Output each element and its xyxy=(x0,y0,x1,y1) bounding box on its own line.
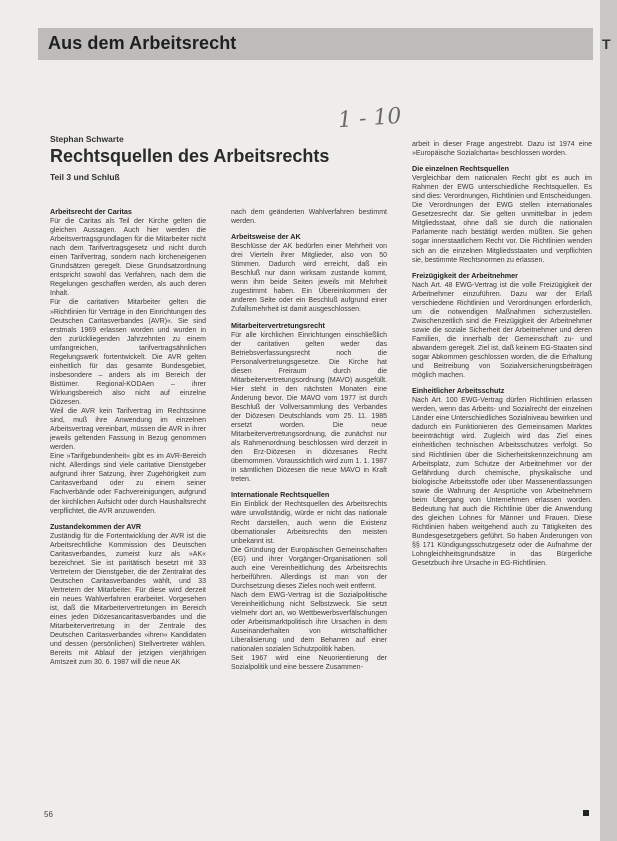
paragraph: Ein Einblick der Rechtsquellen des Arbeitsrechts wäre unvollständig, würde er nicht das nationale Recht darstellen, auch wenn die Existenz übernationaler Arbeitsrechts den meisten unbekannt ist. xyxy=(231,501,387,545)
paragraph: Nach Art. 100 EWG-Vertrag dürfen Richtlinien erlassen werden, wenn das Arbeits- und Sozialrecht der einzelnen Länder eine Unterschiedliches Sozialniveau bewirken und dadurch ein Funktionieren des Gemeinsamen Marktes beeinträchtigt wird. Zugleich wird das Ziel eines einheitlichen technischen Arbeitsschutzes verfolgt. So sind Richtlinien über die Sicherheitskennzeichnung am Arbeitsplatz, zum Schutze der Arbeitnehmer vor der Gefährdung durch chemische, physikalische und biologische Arbeitsstoffe oder über Massenentlassungen sowie die Wahrung der Ansprüche von Arbeitnehmern beim Übergang von Unternehmen erlassen worden. Bedeutung hat auch die Richtlinie über die Anwendung des gleichen Lohnes für Männer und Frauen. Diese Richtlinien haben weitgehend auch zu Tätigkeiten des Bundesgesetzgebers geführt. So haben Änderungen von §§ 171 Kündigungsschutzgesetz oder die Aufnahme der Lohngleichheitsgrundsätze in das Bürgerliche Gesetzbuch ihre Ursache in EG-Richtlinien. xyxy=(412,397,592,568)
section-heading: Arbeitsrecht der Caritas xyxy=(50,207,132,216)
paragraph: nach dem geänderten Wahlverfahren bestimmt werden. xyxy=(231,209,387,226)
section-header-title: Aus dem Arbeitsrecht xyxy=(48,33,237,53)
section-heading: Einheitlicher Arbeitsschutz xyxy=(412,386,505,396)
page-number: 56 xyxy=(44,810,53,819)
paragraph: Vergleichbar dem nationalen Recht gibt es auch im Rahmen der EWG unterschiedliche Rechtsquellen. Es sind dies: Verordnungen, Richtlinien und Entscheidungen. Die Verordnungen der EWG stellen internationales Gesetzesrecht dar. Sie gelten unmittelbar in jedem Mitgliedsstaat, ohne daß sie durch die nationalen Parlamente nach bestätigt werden müßten. Sie gehen sogar innerstaatlichem Recht vor. Die Richtlinien wenden sich an die einzelnen Mitgliedsstaaten und verpflichten sie, bestimmte Rechtsnormen zu erlassen. xyxy=(412,175,592,264)
section-heading: Arbeitsweise der AK xyxy=(231,232,301,242)
next-page-edge-letter: T xyxy=(602,36,611,52)
paragraph: Die Gründung der Europäischen Gemeinschaften (EG) und ihrer Vorgänger-Organisationen soll auch eine Vereinheitlichung des Arbeitsrechts herbeiführen. Allerdings ist man von der Durchsetzung dieses Zieles noch weit entfernt. xyxy=(231,546,387,590)
paragraph: Für die caritativen Mitarbeiter gelten die »Richtlinien für Verträge in den Einrichtungen des Deutschen Caritasverbandes (AVR)«. Sie sind erstmals 1969 erlassen worden und wurden in den zurückliegenden Jahrzehnten zu einem umfangreichen, tarifvertragsähnlichen Regelungswerk fortentwickelt. Die AVR gelten einheitlich für das gesamte Bundesgebiet, insbesondere – anders als im Bereich der Bistümer. Regional-KODAen – ihrer Wirkungsbereich also nicht auf einzelne Diözesen. xyxy=(50,299,206,406)
article-end-mark xyxy=(583,810,589,816)
paragraph: arbeit in dieser Frage angestrebt. Dazu ist 1974 eine »Europäische Sozialcharta« beschlossen worden. xyxy=(412,141,592,158)
paragraph: Beschlüsse der AK bedürfen einer Mehrheit von drei Vierteln ihrer Mitglieder, also von 50 Stimmen. Dadurch wird erreicht, daß ein Beschluß nur dann wirksam zustande kommt, wenn ihm beide Seiten jeweils mit Mehrheit zugestimmt haben. Ein Übereinkommen der anderen Seite oder ein Beschluß aufgrund einer Zufallsmehrheit ist damit ausgeschlossen. xyxy=(231,243,387,314)
paragraph: Für die Caritas als Teil der Kirche gelten die gleichen Aussagen. Auch hier werden die Arbeitsvertragsgrundlagen für die Mitarbeiter nicht nach dem Tarifvertragsgesetz und nicht durch einen Tarifvertrag, sondern nach kircheneigenen Grundsätzen geregelt. Diese Grundsatzordnung entspricht sowohl das Verfahren, nach dem die Regelungen geschaffen werden, als auch deren Inhalt. xyxy=(50,218,206,298)
section-heading: Zustandekommen der AVR xyxy=(50,521,142,531)
handwritten-note: 1 - 10 xyxy=(337,103,403,134)
section-heading: Freizügigkeit der Arbeitnehmer xyxy=(412,270,518,280)
text-column-2 xyxy=(231,208,387,814)
paragraph: Nach dem EWG-Vertrag ist die Sozialpolitische Vereinheitlichung nicht Selbstzweck. Sie setzt vielmehr dort an, wo Wettbewerbsverfälschungen oder Arbeitsmarktpolitisch ihre Ursachen in dem Auseinanderhalten von wirtschaftlicher Liberalisierung und dem Beharren auf einer nationalen sozialen Schutzpolitik haben. xyxy=(231,591,387,654)
next-page-edge xyxy=(600,0,617,841)
text-column-3 xyxy=(412,140,592,815)
article-title: Rechtsquellen des Arbeitsrechts xyxy=(50,146,330,166)
paragraph: Weil die AVR kein Tarifvertrag im Rechtssinne sind, muß ihre Anwendung im einzelnen Arbeitsvertrag vereinbart, müssen die AVR in ihrer jeweils geltenden Fassung in Bezug genommen werden. xyxy=(50,408,206,452)
section-heading: Mitarbeitervertretungsrecht xyxy=(231,320,325,330)
section-heading: Internationale Rechtsquellen xyxy=(231,490,330,500)
article-author: Stephan Schwarte xyxy=(50,134,124,144)
paragraph: Zuständig für die Fortentwicklung der AVR ist die Arbeitsrechtliche Kommission des Deutschen Caritasverbandes, zumeist kurz als »AK« bezeichnet. Sie ist paritätisch besetzt mit 33 Vertretern der Dienstgeber, die der Zentralrat des Deutschen Caritasverbandes wählt, und 33 Vertretern der Mitarbeiter. Für diese wird derzeit ein neues Wahlverfahren erarbeitet. Vorgesehen ist, daß die Mitarbeitervertretungen im Bereich eines jeden Diözesancaritasverbandes und die Mitarbeitervertretung in der Zentrale des Deutschen Caritasverbandes »ihren« Kandidaten und dessen (persönlichen) Stellvertreter wählen. Bereits mit Ablauf der jetzigen vierjährigen Amtszeit zum 30. 6. 1987 will die neue AK xyxy=(50,532,206,667)
article-subtitle: Teil 3 und Schluß xyxy=(50,172,120,182)
paragraph: Eine »Tarifgebundenheit« gibt es im AVR-Bereich nicht. Allerdings sind viele caritative Dienstgeber aufgrund ihrer Satzung, ihrer Zugehörigkeit zum Caritasverband oder zu einem seiner Fachverbände oder Fachvereinigungen, aufgrund der kirchlichen Aufsicht oder durch Haushaltsrecht verpflichtet, die AVR anzuwenden. xyxy=(50,453,206,515)
paragraph: Für alle kirchlichen Einrichtungen einschließlich der caritativen gelten weder das Betriebsverfassungsrecht noch die Personalvertretungsgesetze. Die Kirche hat diesen Freiraum durch die Mitarbeitervertretungsordnung (MAVO) ausgefüllt. Hier steht in den nächsten Monaten eine Änderung bevor. Die MAVO vom 1977 ist durch Beschluß der Vollversammlung des Verbandes der Diözesen Deutschlands vom 25. 11. 1985 ersetzt worden. Die neue Mitarbeitervertretungsordnung, die zunächst nur als Rahmenordnung beschlossen wird derzeit in den Erz-Diözesen in diözesanes Recht übernommen. Voraussichtlich wird zum 1. 1. 1987 in sämtlichen Diözesen die neue MAVO in Kraft treten. xyxy=(231,331,387,484)
paragraph: Nach Art. 48 EWG-Vertrag ist die volle Freizügigkeit der Arbeitnehmer einzuführen. Dazu war der Erlaß verschiedene Richtlinien und Verordnungen erforderlich, um die notwendigen Maßnahmen sicherzustellen. Zwischenzeitlich sind die Freizügigkeit der Arbeitnehmer sowie die soziale Sicherheit der Arbeitnehmer und deren Familien, die innerhalb der Gemeinschaft zu- und abwandern geregelt. Ziel ist, daß keinem EG-Staaten sind sogar Abkommen geschlossen worden, die die Erhaltung und Beitreibung von Sozialversicherungsbeiträgen möglich machen. xyxy=(412,281,592,380)
paragraph: Seit 1967 wird eine Neuorientierung der Sozialpolitik und eine bessere Zusammen- xyxy=(231,655,387,672)
section-header-bar xyxy=(38,28,593,60)
text-column-1 xyxy=(50,207,206,813)
section-heading: Die einzelnen Rechtsquellen xyxy=(412,164,510,174)
